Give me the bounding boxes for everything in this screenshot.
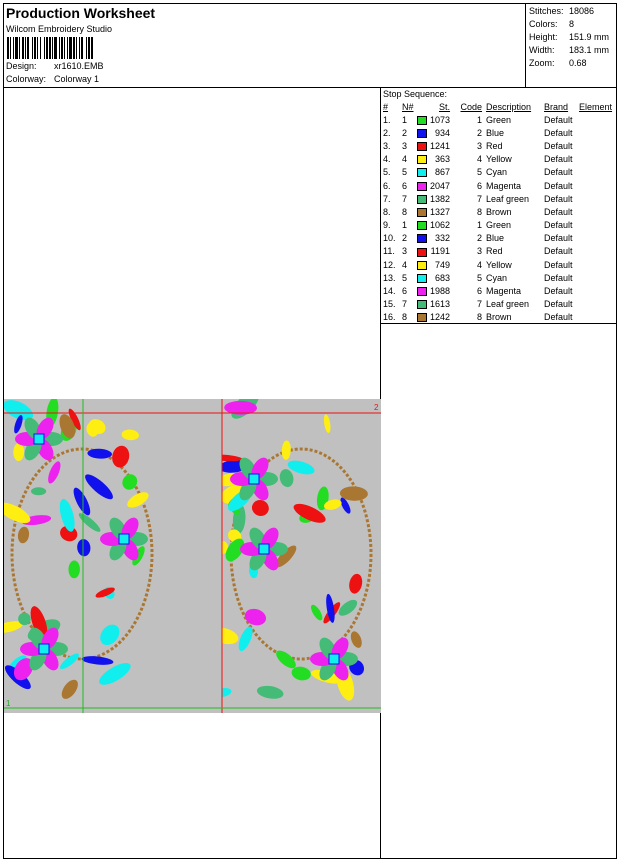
thread-brand: Default (544, 140, 573, 151)
color-swatch-box (417, 248, 427, 257)
thread-brand: Default (544, 114, 573, 125)
flower-center (39, 644, 49, 654)
thread-brand: Default (544, 193, 573, 204)
stitches-stat (529, 6, 594, 16)
thread-brand: Default (544, 272, 573, 283)
table-row (381, 192, 615, 205)
color-swatch-box (417, 195, 427, 204)
color-swatch (417, 232, 430, 245)
color-code: 4 (477, 154, 483, 165)
color-code: 6 (477, 286, 483, 297)
stop-number: 10. (383, 233, 396, 244)
element (579, 192, 615, 205)
needle-number: 2 (402, 233, 408, 244)
color-description: Green (486, 114, 512, 125)
color-description: Cyan (486, 272, 508, 283)
design-preview (4, 399, 381, 713)
color-swatch (417, 298, 430, 311)
stats-panel (526, 4, 616, 88)
table-row (381, 311, 615, 324)
color-code: 7 (477, 299, 483, 310)
stitch-count: 1613 (430, 299, 451, 310)
color-swatch-box (417, 168, 427, 177)
stop-sequence-title: Stop Sequence: (383, 89, 448, 99)
thread-brand: Default (544, 220, 573, 231)
flower-center (249, 474, 259, 484)
worksheet-page (3, 3, 617, 859)
table-row (381, 284, 615, 297)
needle-number: 3 (402, 140, 408, 151)
stitches-label: Stitches: (529, 6, 564, 16)
width-value: 183.1 mm (569, 45, 610, 55)
color-swatch-box (417, 287, 427, 296)
zoom-value: 0.68 (569, 58, 587, 68)
color-description: Leaf green (486, 299, 530, 310)
thread-brand: Default (544, 206, 573, 217)
color-swatch-box (417, 221, 427, 230)
color-description: Red (486, 246, 503, 257)
stop-number: 16. (383, 312, 396, 323)
color-swatch (417, 113, 430, 126)
table-row (381, 126, 615, 139)
height-stat (529, 32, 609, 42)
element (579, 284, 615, 297)
needle-number: 5 (402, 272, 408, 283)
color-code: 8 (477, 206, 483, 217)
color-swatch-box (417, 129, 427, 138)
color-code: 1 (477, 114, 483, 125)
color-code: 2 (477, 233, 483, 244)
color-swatch (417, 192, 430, 205)
thread-brand: Default (544, 299, 573, 310)
element (579, 311, 615, 324)
color-swatch (417, 126, 430, 139)
stitch-count: 1062 (430, 220, 451, 231)
color-code: 7 (477, 193, 483, 204)
flower-center (119, 534, 129, 544)
width-stat (529, 45, 609, 55)
stitch-count: 683 (435, 272, 451, 283)
element (579, 153, 615, 166)
leaf-stitch (31, 487, 46, 495)
thread-brand: Default (544, 312, 573, 323)
element (579, 219, 615, 232)
table-row (381, 219, 615, 232)
needle-number: 3 (402, 246, 408, 257)
barcode (7, 37, 111, 59)
zoom-stat (529, 58, 587, 68)
thread-brand: Default (544, 246, 573, 257)
header-panel (4, 4, 526, 88)
color-code: 3 (477, 140, 483, 151)
color-code: 2 (477, 127, 483, 138)
thread-brand: Default (544, 286, 573, 297)
needle-number: 4 (402, 154, 408, 165)
color-swatch (417, 219, 430, 232)
needle-number: 6 (402, 286, 408, 297)
needle-number: 1 (402, 220, 408, 231)
color-description: Yellow (486, 154, 512, 165)
color-swatch (417, 311, 430, 324)
needle-number: 7 (402, 299, 408, 310)
thread-brand: Default (544, 180, 573, 191)
stop-number: 1. (383, 114, 391, 125)
embroidery-design-image (4, 399, 381, 713)
design-label: Design: (6, 61, 37, 71)
needle-number: 7 (402, 193, 408, 204)
thread-brand: Default (544, 167, 573, 178)
flower-center (329, 654, 339, 664)
color-code: 3 (477, 246, 483, 257)
color-description: Magenta (486, 286, 522, 297)
colorway-row (6, 74, 99, 84)
element (579, 126, 615, 139)
table-row (381, 179, 615, 192)
needle-number: 8 (402, 312, 408, 323)
element (579, 166, 615, 179)
stitch-count: 1382 (430, 193, 451, 204)
table-row (381, 166, 615, 179)
height-label: Height: (529, 32, 558, 42)
center-gap (164, 399, 222, 713)
color-code: 5 (477, 272, 483, 283)
start-marker: 1 (6, 699, 11, 708)
thread-brand: Default (544, 259, 573, 270)
col-header-description: Description (486, 102, 532, 112)
table-row (381, 271, 615, 284)
stitch-count: 867 (435, 167, 451, 178)
stop-number: 9. (383, 220, 391, 231)
stop-number: 5. (383, 167, 391, 178)
stitch-count: 2047 (430, 180, 451, 191)
element (579, 245, 615, 258)
table-row (381, 205, 615, 218)
stitch-count: 332 (435, 233, 451, 244)
color-description: Brown (486, 206, 512, 217)
stop-sequence-panel (381, 88, 616, 324)
needle-number: 2 (402, 127, 408, 138)
flower-center (34, 434, 44, 444)
color-swatch (417, 166, 430, 179)
color-description: Brown (486, 312, 512, 323)
needle-number: 5 (402, 167, 408, 178)
col-header-number: # (383, 102, 389, 112)
stop-number: 3. (383, 140, 391, 151)
color-description: Green (486, 220, 512, 231)
stitch-count: 1191 (430, 246, 451, 257)
table-row (381, 139, 615, 152)
color-description: Blue (486, 127, 505, 138)
stop-number: 7. (383, 193, 391, 204)
table-row (381, 232, 615, 245)
stop-number: 8. (383, 206, 391, 217)
color-swatch-box (417, 116, 427, 125)
software-name: Wilcom Embroidery Studio (6, 24, 113, 34)
col-header-swatch (417, 101, 430, 113)
color-description: Magenta (486, 180, 522, 191)
element (579, 298, 615, 311)
colors-stat (529, 19, 574, 29)
color-description: Leaf green (486, 193, 530, 204)
stop-number: 11. (383, 246, 395, 257)
colorway-value: Colorway 1 (54, 74, 100, 84)
element (579, 179, 615, 192)
colorway-label: Colorway: (6, 74, 47, 84)
stop-number: 4. (383, 154, 391, 165)
stop-sequence-table (381, 101, 615, 324)
color-swatch (417, 153, 430, 166)
table-row (381, 153, 615, 166)
color-description: Yellow (486, 259, 512, 270)
col-header-brand: Brand (544, 102, 569, 112)
color-swatch (417, 205, 430, 218)
stitch-count: 1073 (430, 114, 451, 125)
color-code: 6 (477, 180, 483, 191)
page-title: Production Worksheet (6, 5, 156, 21)
color-swatch-box (417, 300, 427, 309)
color-swatch-box (417, 313, 427, 322)
color-swatch-box (417, 274, 427, 283)
colors-value: 8 (569, 19, 575, 29)
table-row (381, 258, 615, 271)
color-swatch-box (417, 234, 427, 243)
color-swatch-box (417, 155, 427, 164)
color-description: Cyan (486, 167, 508, 178)
color-code: 8 (477, 312, 483, 323)
col-header-stitches: St. (439, 102, 451, 112)
element (579, 139, 615, 152)
design-value: xr1610.EMB (54, 61, 104, 71)
element (579, 232, 615, 245)
col-header-code: Code (460, 102, 483, 112)
color-swatch (417, 179, 430, 192)
color-swatch (417, 271, 430, 284)
stitch-count: 363 (435, 154, 451, 165)
design-name-row (6, 61, 104, 71)
element (579, 205, 615, 218)
needle-number: 1 (402, 114, 408, 125)
color-code: 4 (477, 259, 483, 270)
barcode-bar (91, 37, 93, 59)
col-header-needle: N# (402, 102, 414, 112)
stop-number: 6. (383, 180, 391, 191)
stitch-count: 1242 (430, 312, 451, 323)
stitch-count: 1327 (430, 206, 451, 217)
color-swatch-box (417, 142, 427, 151)
needle-number: 4 (402, 259, 408, 270)
width-label: Width: (529, 45, 555, 55)
color-description: Blue (486, 233, 505, 244)
colors-label: Colors: (529, 19, 558, 29)
design-area (4, 88, 381, 858)
flower-center (259, 544, 269, 554)
thread-brand: Default (544, 127, 573, 138)
thread-brand: Default (544, 154, 573, 165)
end-marker: 2 (374, 403, 379, 412)
stop-number: 15. (383, 299, 396, 310)
stop-number: 13. (383, 272, 396, 283)
color-swatch (417, 245, 430, 258)
table-row (381, 113, 615, 126)
color-swatch (417, 139, 430, 152)
color-code: 1 (477, 220, 483, 231)
stitches-value: 18086 (569, 6, 595, 16)
element (579, 113, 615, 126)
stop-number: 12. (383, 259, 396, 270)
table-header-row (381, 101, 615, 113)
color-swatch (417, 284, 430, 297)
stitch-count: 1241 (430, 140, 451, 151)
element (579, 258, 615, 271)
color-swatch-box (417, 261, 427, 270)
color-code: 5 (477, 167, 483, 178)
table-row (381, 298, 615, 311)
needle-number: 6 (402, 180, 408, 191)
color-swatch (417, 258, 430, 271)
color-swatch-box (417, 208, 427, 217)
stop-number: 2. (383, 127, 391, 138)
color-description: Red (486, 140, 503, 151)
stitch-count: 934 (435, 127, 451, 138)
needle-number: 8 (402, 206, 408, 217)
col-header-element: Element (579, 102, 613, 112)
stitch-count: 749 (435, 259, 451, 270)
element (579, 271, 615, 284)
height-value: 151.9 mm (569, 32, 610, 42)
color-swatch-box (417, 182, 427, 191)
stop-number: 14. (383, 286, 396, 297)
stitch-count: 1988 (430, 286, 451, 297)
zoom-label: Zoom: (529, 58, 555, 68)
table-row (381, 245, 615, 258)
thread-brand: Default (544, 233, 573, 244)
